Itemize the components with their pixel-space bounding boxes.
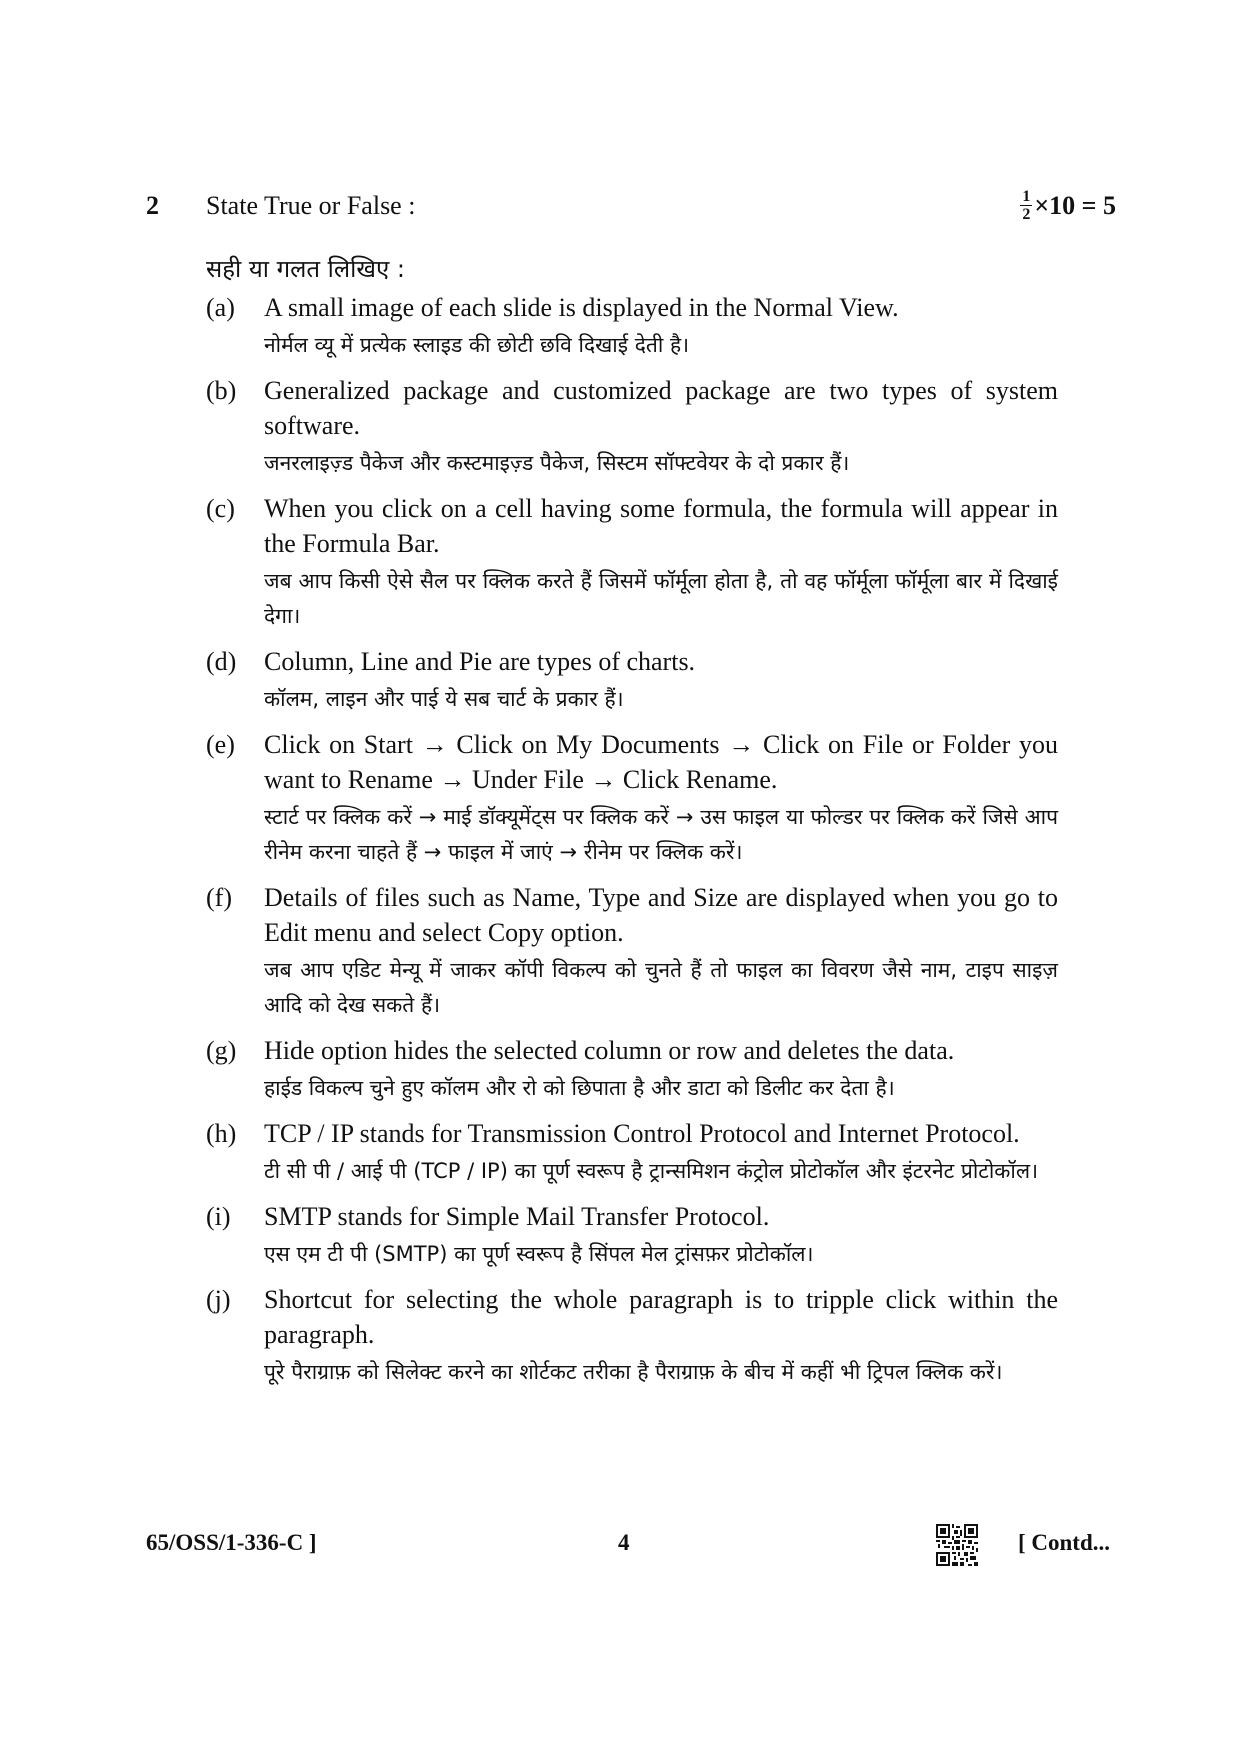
statement-english: Hide option hides the selected column or row and deletes the data. [264, 1036, 955, 1065]
statement-label: (e) [206, 730, 235, 759]
statement-hindi: जब आप एडिट मेन्यू में जाकर कॉपी विकल्प को चुनते हैं तो फाइल का विवरण जैसे नाम, टाइप साइज़ आदि को देख सकते हैं। [264, 958, 1058, 1017]
continued-marker: [ Contd... [1018, 1530, 1111, 1555]
statement-english: Details of files such as Name, Type and Size are displayed when you go to Edit menu and select Copy option. [264, 883, 1058, 947]
statement-english: Column, Line and Pie are types of charts. [264, 647, 696, 676]
statement-english: SMTP stands for Simple Mail Transfer Protocol. [264, 1202, 770, 1231]
statement-item [206, 1116, 1058, 1189]
statement-label: (a) [206, 293, 235, 322]
statement-item [206, 1282, 1058, 1390]
marks-denominator: 2 [1022, 206, 1031, 223]
statement-hindi: एस एम टी पी (SMTP) का पूर्ण स्वरूप है सिंपल मेल ट्रांसफ़र प्रोटोकॉल। [264, 1242, 814, 1266]
statement-label: (c) [206, 494, 235, 523]
statement-item [206, 1033, 1058, 1106]
statement-hindi: टी सी पी / आई पी (TCP / IP) का पूर्ण स्वरूप है ट्रान्समिशन कंट्रोल प्रोटोकॉल और इंटरनेट प्रोटोकॉल। [264, 1159, 1039, 1183]
statement-label: (j) [206, 1285, 231, 1314]
statement-english: When you click on a cell having some formula, the formula will appear in the Formula Bar. [264, 494, 1058, 558]
marks-total: ×10 = 5 [1034, 190, 1116, 220]
statement-hindi: नोर्मल व्यू में प्रत्येक स्लाइड की छोटी छवि दिखाई देती है। [264, 333, 690, 357]
statement-item [206, 491, 1058, 634]
statement-hindi: स्टार्ट पर क्लिक करें → माई डॉक्यूमेंट्स पर क्लिक करें → उस फाइल या फोल्डर पर क्लिक करें जिसे आप रीनेम करना चाहते हैं → फाइल में जाएं → रीनेम पर क्लिक करें। [264, 805, 1058, 864]
statement-item [206, 290, 1058, 363]
marks-fraction [1020, 188, 1032, 223]
statement-hindi: कॉलम, लाइन और पाई ये सब चार्ट के प्रकार हैं। [264, 687, 624, 711]
statement-english: Click on Start → Click on My Documents → Click on File or Folder you want to Rename → Under File → Click Rename. [264, 730, 1058, 794]
statement-label: (b) [206, 376, 237, 405]
paper-code: 65/OSS/1-336-C ] [146, 1530, 317, 1555]
qr-code-icon [936, 1524, 978, 1566]
statement-item [206, 1199, 1058, 1272]
statement-hindi: पूरे पैराग्राफ़ को सिलेक्ट करने का शोर्टकट तरीका है पैराग्राफ़ के बीच में कहीं भी ट्रिपल क्लिक करें। [264, 1360, 1003, 1384]
question-stem-english: State True or False : [206, 191, 416, 220]
page-number: 4 [618, 1530, 630, 1555]
statement-label: (g) [206, 1036, 237, 1065]
statement-hindi: जब आप किसी ऐसे सैल पर क्लिक करते हैं जिसमें फॉर्मूला होता है, तो वह फॉर्मूला फॉर्मूला बार में दिखाई देगा। [264, 569, 1058, 628]
statement-item [206, 727, 1058, 870]
statement-english: A small image of each slide is displayed in the Normal View. [264, 293, 899, 322]
statement-label: (d) [206, 647, 237, 676]
statement-hindi: हाईड विकल्प चुने हुए कॉलम और रो को छिपाता है और डाटा को डिलीट कर देता है। [264, 1076, 895, 1100]
statement-english: Generalized package and customized package are two types of system software. [264, 376, 1058, 440]
statement-english: Shortcut for selecting the whole paragraph is to tripple click within the paragraph. [264, 1285, 1058, 1349]
statement-label: (f) [206, 883, 232, 912]
statement-list [206, 290, 1058, 1400]
statement-hindi: जनरलाइज़्ड पैकेज और कस्टमाइज़्ड पैकेज, सिस्टम सॉफ्टवेयर के दो प्रकार हैं। [264, 451, 850, 475]
statement-label: (h) [206, 1119, 237, 1148]
marks-numerator: 1 [1022, 188, 1031, 205]
statement-item [206, 373, 1058, 481]
statement-english: TCP / IP stands for Transmission Control Protocol and Internet Protocol. [264, 1119, 1020, 1148]
statement-label: (i) [206, 1202, 231, 1231]
question-stem-hindi: सही या गलत लिखिए : [206, 255, 405, 283]
statement-item [206, 644, 1058, 717]
question-number: 2 [146, 191, 159, 220]
statement-item [206, 880, 1058, 1023]
marks-allocation [1020, 188, 1116, 223]
